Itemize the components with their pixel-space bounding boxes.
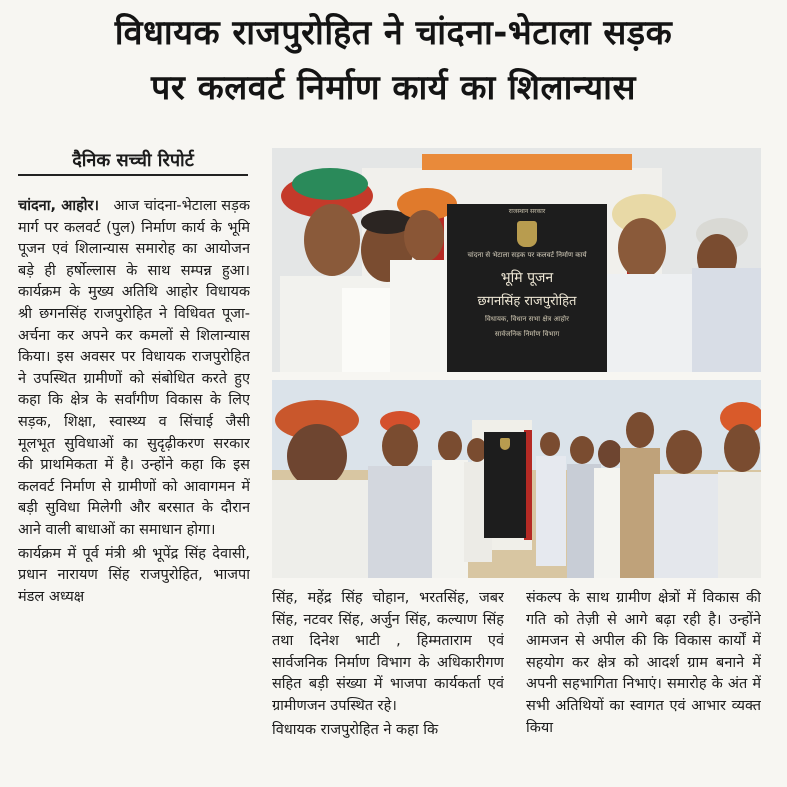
headline-line-1: विधायक राजपुरोहित ने चांदना-भेटाला सड़क bbox=[114, 13, 673, 53]
paragraph bbox=[18, 196, 250, 542]
article-column-3 bbox=[526, 588, 761, 787]
photo-plaque-unveiling bbox=[272, 148, 761, 372]
paragraph-text: आज चांदना-भेटाला सड़क मार्ग पर कलवर्ट (पुल) निर्माण कार्य के भूमि पूजन एवं शिलान्यास समारोह का आयोजन बड़े ही हर्षोल्लास के साथ सम्पन्न हुआ। कार्यक्रम के मुख्य अतिथि आहोर विधायक श्री छगनसिंह राजपुरोहित ने विधिवत पूजा-अर्चना कर अपने कर कमलों से शिलान्यास किया। इस अवसर पर विधायक राजपुरोहित ने उपस्थित ग्रामीणों को संबोधित करते हुए कहा कि क्षेत्र के सर्वांगीण विकास के लिए सड़क, शिक्षा, स्वास्थ्य व सिंचाई जैसी मूलभूत सुविधाओं का सुदृढ़ीकरण सरकार की प्राथमिकता में है। उन्होंने कहा कि इस कलवर्ट निर्माण से ग्रामीणों को आवागमन में बड़ी सुविधा मिलेगी और बरसात के दौरान आने वाली बाधाओं का समाधान होगा। bbox=[18, 198, 250, 538]
photo-group-gathering bbox=[272, 380, 761, 578]
plaque-title: भूमि पूजन bbox=[500, 270, 554, 286]
plaque-subtitle: चांदना से भेटाला सड़क पर कलवर्ट निर्माण कार्य bbox=[467, 251, 587, 259]
foundation-plaque bbox=[447, 204, 607, 372]
dateline: चांदना, आहोर। bbox=[18, 198, 99, 214]
plaque-header: राजस्थान सरकार bbox=[508, 208, 546, 215]
paragraph: संकल्प के साथ ग्रामीण क्षेत्रों में विकास की गति को तेज़ी से आगे बढ़ा रही है। उन्होंने आमजन से अपील की कि विकास कार्यों में सहयोग कर क्षेत्र को आदर्श ग्राम बनाने में अपनी सहभागिता निभाएं। समारोह के अंत में सभी अतिथियों का स्वागत एवं आभार व्यक्त किया bbox=[526, 590, 761, 736]
state-emblem-icon bbox=[517, 221, 537, 247]
plaque-designation: विधायक, विधान सभा क्षेत्र आहोर bbox=[485, 315, 569, 323]
headline-line-2: पर कलवर्ट निर्माण कार्य का शिलान्यास bbox=[151, 68, 636, 108]
plaque-footer: सार्वजनिक निर्माण विभाग bbox=[494, 330, 560, 338]
foundation-plaque-distant bbox=[484, 432, 526, 538]
headline bbox=[0, 6, 787, 116]
article-column-2 bbox=[272, 588, 504, 787]
article-column-1 bbox=[18, 196, 250, 787]
paragraph: सिंह, महेंद्र सिंह चोहान, भरतसिंह, जबर सिंह, नटवर सिंह, अर्जुन सिंह, कल्याण सिंह तथा दिनेश भाटी , हिम्मताराम एवं सार्वजनिक निर्माण विभाग के अधिकारीगण सहित बड़ी संख्या में भाजपा कार्यकर्ता एवं ग्रामीणजन उपस्थित रहे। bbox=[272, 590, 504, 714]
paragraph: कार्यक्रम में पूर्व मंत्री श्री भूपेंद्र सिंह देवासी, प्रधान नारायण सिंह राजपुरोहित, भाजपा मंडल अध्यक्ष bbox=[18, 545, 250, 605]
byline: दैनिक सच्ची रिपोर्ट bbox=[18, 148, 248, 176]
paragraph: विधायक राजपुरोहित ने कहा कि bbox=[272, 721, 439, 738]
plaque-name: छगनसिंह राजपुरोहित bbox=[477, 294, 577, 309]
state-emblem-icon bbox=[500, 438, 510, 450]
